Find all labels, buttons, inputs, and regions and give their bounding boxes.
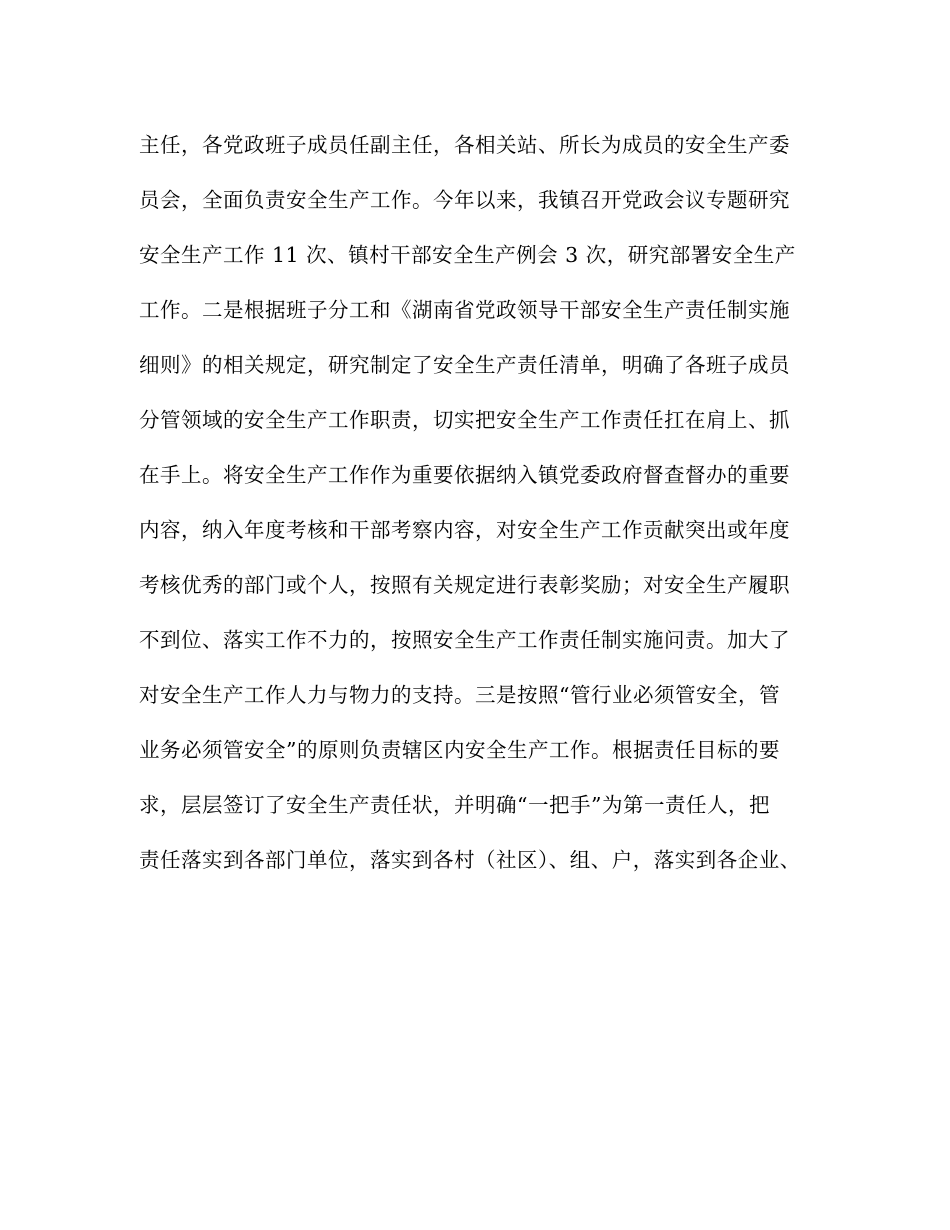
body-text [139,118,829,888]
text-line-6: 分管领域的安全生产工作职责，切实把安全生产工作责任扛在肩上、抓 [139,408,790,432]
text-line-7: 在手上。将安全生产工作作为重要依据纳入镇党委政府督查督办的重要 [139,463,790,487]
text-line-4: 工作。二是根据班子分工和《湖南省党政领导干部安全生产责任制实施 [139,298,790,322]
text-line-5: 细则》的相关规定，研究制定了安全生产责任清单，明确了各班子成员 [139,353,790,377]
text-line-8: 内容，纳入年度考核和干部考察内容，对安全生产工作贡献突出或年度 [139,518,790,542]
text-line-10: 不到位、落实工作不力的，按照安全生产工作责任制实施问责。加大了 [139,628,790,652]
text-line-12: 业务必须管安全”的原则负责辖区内安全生产工作。根据责任目标的要 [139,738,780,762]
text-line-11: 对安全生产工作人力与物力的支持。三是按照“管行业必须管安全，管 [139,683,780,707]
text-line-2: 员会，全面负责安全生产工作。今年以来，我镇召开党政会议专题研究 [139,188,790,212]
text-line-1: 主任，各党政班子成员任副主任，各相关站、所长为成员的安全生产委 [139,133,790,157]
text-line-3: 安全生产工作 11 次、镇村干部安全生产例会 3 次，研究部署安全生产 [139,243,796,267]
text-line-14: 责任落实到各部门单位，落实到各村（社区）、组、户，落实到各企业、 [139,848,801,872]
text-line-9: 考核优秀的部门或个人，按照有关规定进行表彰奖励；对安全生产履职 [139,573,790,597]
text-line-13: 求，层层签订了安全生产责任状，并明确“一把手”为第一责任人，把 [139,793,770,817]
